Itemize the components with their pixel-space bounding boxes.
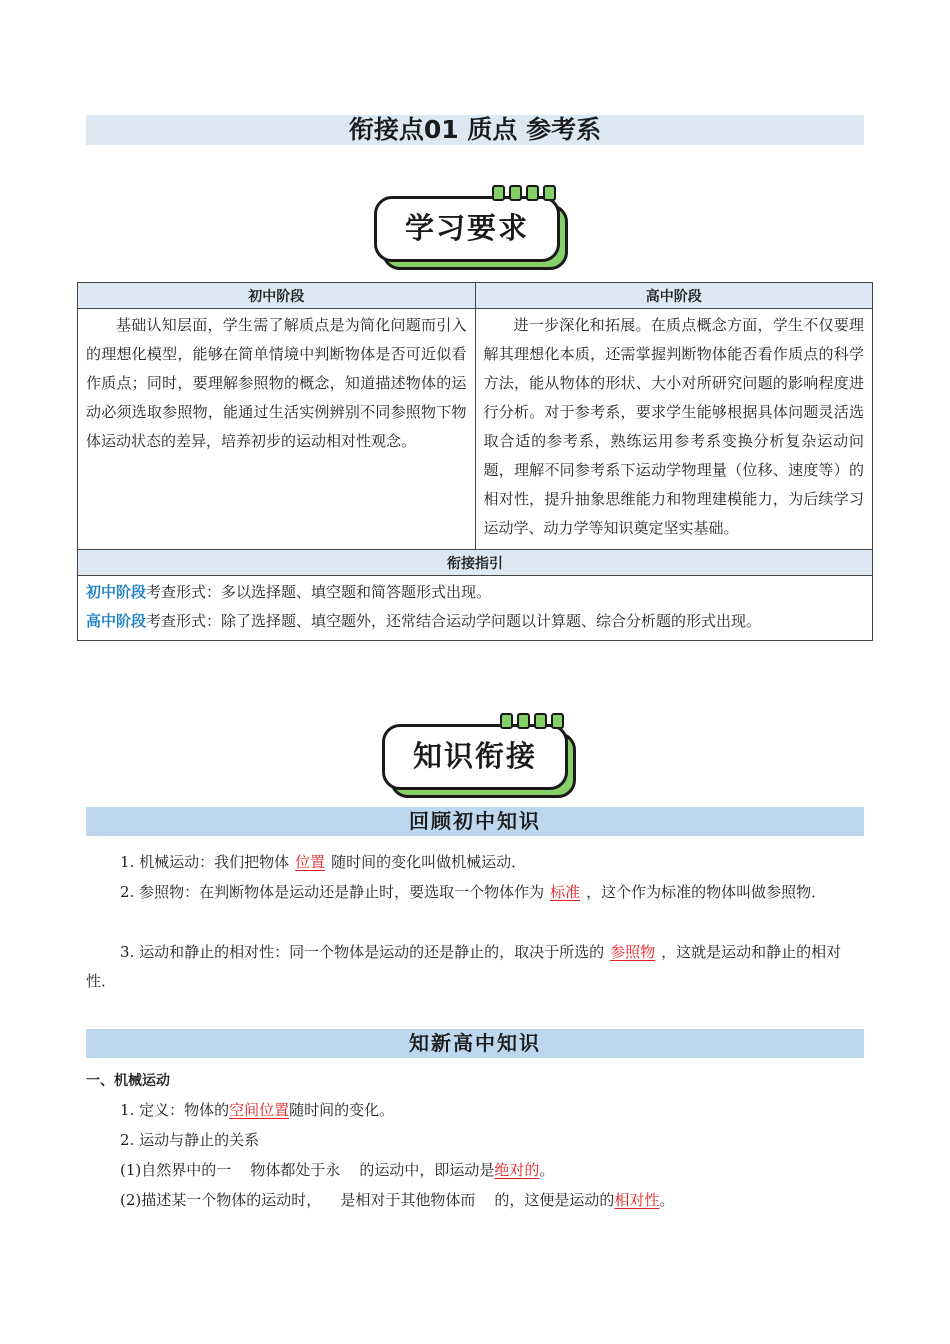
relation-item-2: (2)描述某一个物体的运动时， 是相对于其他物体而 的，这便是运动的相对性。	[120, 1191, 675, 1209]
page-title: 衔接点01 质点 参考系	[86, 115, 864, 145]
answer-blank: 绝对的	[494, 1161, 540, 1179]
guide-label-senior: 高中阶段	[86, 612, 147, 630]
review-item-2: 2. 参照物：在判断物体是运动还是静止时，要选取一个物体作为 标准 ，这个作为标准的物体叫做参照物．	[120, 883, 827, 901]
requirements-table	[77, 282, 873, 641]
new-knowledge-heading: 知新高中知识	[86, 1029, 864, 1058]
badge-knowledge-bridge	[382, 724, 582, 806]
col-header-senior: 高中阶段	[475, 283, 873, 309]
relation-item-1: (1)自然界中的一 物体都处于永 的运动中，即运动是绝对的。	[120, 1161, 555, 1179]
guide-content	[78, 576, 873, 641]
guide-text-senior: 考查形式：除了选择题、填空题外，还常结合运动学问题以计算题、综合分析题的形式出现。	[146, 612, 762, 630]
junior-requirements: 基础认知层面，学生需了解质点是为简化问题而引入的理想化模型，能够在简单情境中判断物体是否可近似看作质点；同时，要理解参照物的概念，知道描述物体的运动必须选取参照物，能通过生活实例辨别不同参照物下物体运动状态的差异，培养初步的运动相对性观念。	[78, 309, 476, 550]
guide-line-junior	[86, 578, 864, 607]
answer-blank: 位置	[295, 853, 326, 871]
badge-learning-requirements	[374, 196, 574, 278]
relation-title: 2. 运动与静止的关系	[120, 1131, 260, 1149]
badge-label: 学习要求	[374, 196, 560, 262]
answer-blank: 相对性	[614, 1191, 660, 1209]
guide-text-junior: 考查形式：多以选择题、填空题和简答题形式出现。	[146, 583, 492, 601]
answer-blank: 空间位置	[229, 1101, 290, 1119]
binder-rings-icon	[500, 713, 564, 729]
answer-blank: 参照物	[610, 943, 656, 961]
badge-label: 知识衔接	[382, 724, 568, 790]
senior-requirements: 进一步深化和拓展。在质点概念方面，学生不仅要理解其理想化本质，还需掌握判断物体能否看作质点的科学方法，能从物体的形状、大小对所研究问题的影响程度进行分析。对于参考系，要求学生能够根据具体问题灵活选取合适的参考系，熟练运用参考系变换分析复杂运动问题，理解不同参考系下运动学物理量（位移、速度等）的相对性，提升抽象思维能力和物理建模能力，为后续学习运动学、动力学等知识奠定坚实基础。	[475, 309, 873, 550]
review-heading: 回顾初中知识	[86, 807, 864, 836]
binder-rings-icon	[492, 185, 556, 201]
subsection-heading: 一、机械运动	[86, 1073, 170, 1089]
guide-label-junior: 初中阶段	[86, 583, 147, 601]
review-item-3: 3. 运动和静止的相对性：同一个物体是运动的还是静止的，取决于所选的 参照物 ，这就是运动和静止的相对性．	[86, 943, 842, 990]
col-header-junior: 初中阶段	[78, 283, 476, 309]
definition-line: 1. 定义：物体的空间位置随时间的变化。	[120, 1101, 395, 1119]
answer-blank: 标准	[550, 883, 581, 901]
review-item-1: 1. 机械运动：我们把物体 位置 随时间的变化叫做机械运动．	[120, 853, 527, 871]
guide-header: 衔接指引	[78, 550, 873, 576]
guide-line-senior	[86, 607, 864, 636]
